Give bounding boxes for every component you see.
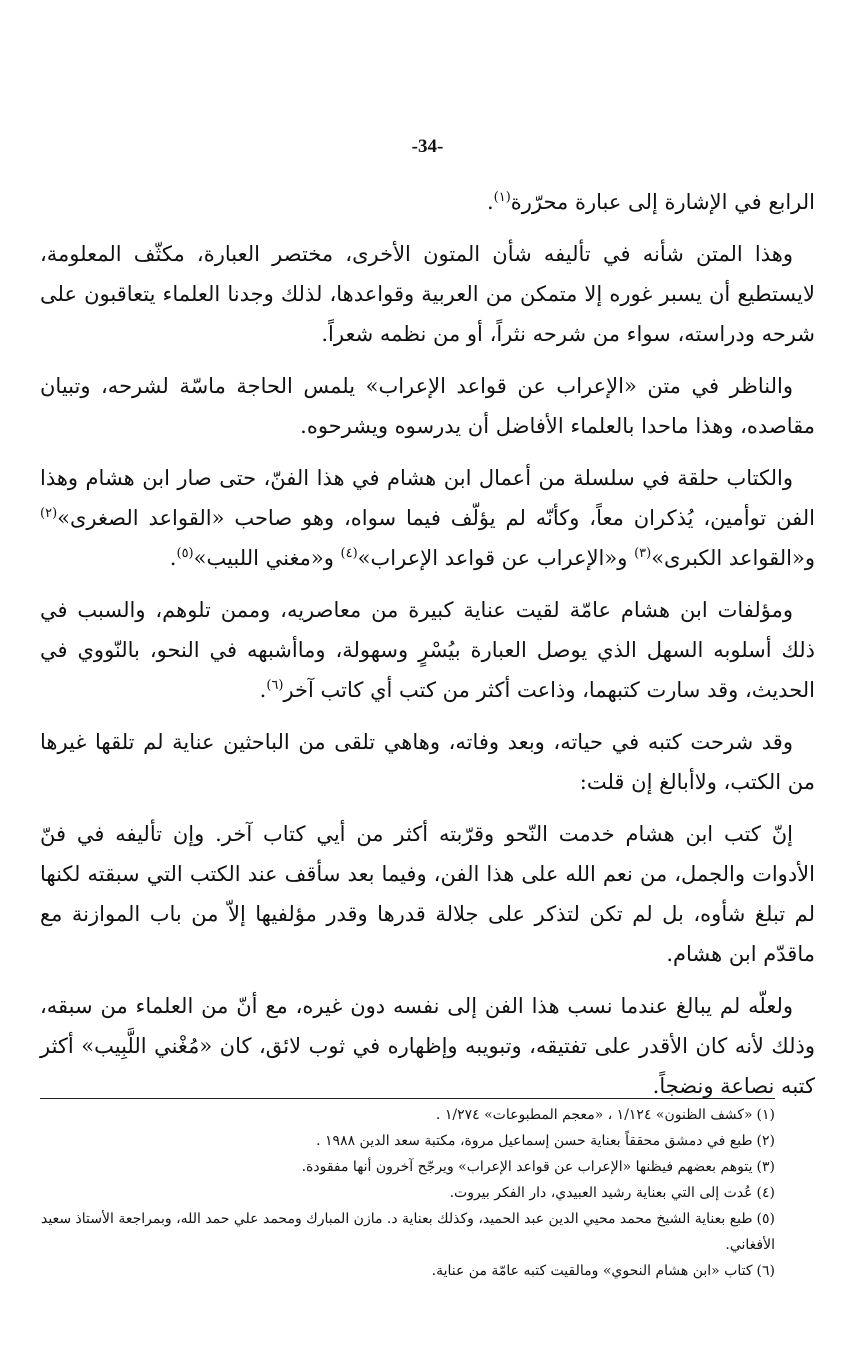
paragraph-5-part-a: ومؤلفات ابن هشام عامّة لقيت عناية كبيرة من معاصريه، وممن تلوهم، والسبب في ذلك أسلوبه السهل الذي يوصل العبارة بيُسْرٍ وسهولة، وماأشبهه في النحو، بالنّووي في الحديث، وقد سارت كتبهما، وذاعت أكثر من كتب أي كاتب آخر — [40, 598, 815, 702]
paragraph-1 — [40, 182, 815, 222]
footnotes — [40, 1102, 775, 1284]
paragraph-5-part-b: . — [259, 678, 267, 702]
footnote-2 — [40, 1128, 775, 1154]
footnote-text: «كشف الظنون» ١/١٢٤ ، «معجم المطبوعات» ١/٢٧٤ . — [435, 1107, 753, 1123]
paragraph-4-part-c: و«الإعراب عن قواعد الإعراب» — [357, 546, 635, 570]
footnote-1 — [40, 1102, 775, 1128]
paragraph-1-tail: . — [486, 190, 494, 214]
footnote-number: (٣) — [756, 1159, 775, 1175]
footnote-number: (٢) — [756, 1133, 775, 1149]
footnote-divider — [40, 1098, 775, 1099]
footnote-ref-2[interactable]: (٢) — [40, 506, 58, 521]
paragraph-3: والناظر في متن «الإعراب عن قواعد الإعراب» يلمس الحاجة ماسّة لشرحه، وتبيان مقاصده، وهذا ماحدا بالعلماء الأفاضل أن يدرسوه ويشرحوه. — [40, 374, 815, 438]
footnote-number: (٤) — [756, 1185, 775, 1201]
footnote-ref-3[interactable]: (٣) — [634, 546, 652, 561]
footnote-3 — [40, 1154, 775, 1180]
footnote-6 — [40, 1258, 775, 1284]
page-number: -34- — [411, 136, 444, 157]
footnote-text: طبع في دمشق محققاً بعناية حسن إسماعيل مروة، مكتبة سعد الدين ١٩٨٨ . — [316, 1133, 753, 1149]
paragraph-4-part-a: والكتاب حلقة في سلسلة من أعمال ابن هشام في هذا الفنّ، حتى صار ابن هشام وهذا الفن توأمين، يُذكران معاً، وكأنّه لم يؤلّف فيما سواه، وهو صاحب «القواعد الصغرى» — [40, 466, 815, 530]
paragraph-4 — [40, 458, 815, 578]
paragraph-6: وقد شرحت كتبه في حياته، وبعد وفاته، وهاهي تلقى من الباحثين عناية لم تلقها غيرها من الكتب، ولاأبالغ إن قلت: — [40, 730, 815, 794]
paragraph-7: إنّ كتب ابن هشام خدمت النّحو وقرّبته أكثر من أيي كتاب آخر. وإن تأليفه في فنّ الأدوات والجمل، من نعم الله على هذا الفن، وفيما بعد سأقف عند الكتب التي سبقته لكنها لم تبلغ شأوه، بل لم تكن لتذكر على جلالة قدرها وقدر مؤلفيها إلاّ من باب الموازنة مع ماقدّم ابن هشام. — [40, 822, 815, 966]
footnote-ref-5[interactable]: (٥) — [176, 546, 194, 561]
paragraph-2: وهذا المتن شأنه في تأليفه شأن المتون الأخرى، مختصر العبارة، مكثّف المعلومة، لايستطيع أن يسبر غوره إلا متمكن من العربية وقواعدها، لذلك وجدنا العلماء يتعاقبون على شرحه ودراسته، سواء من شرحه نثراً، أو من نظمه شعراً. — [40, 242, 815, 346]
footnote-4 — [40, 1180, 775, 1206]
paragraph-4-part-d: و«مغني اللبيب» — [193, 546, 341, 570]
footnote-ref-1[interactable]: (١) — [493, 190, 511, 205]
footnote-number: (٥) — [756, 1211, 775, 1227]
paragraph-4-part-e: . — [169, 546, 177, 570]
body-text — [40, 182, 815, 1118]
paragraph-8: ولعلّه لم يبالغ عندما نسب هذا الفن إلى نفسه دون غيره، مع أنّ من العلماء من سبقه، وذلك لأنه كان الأقدر على تفتيقه، وتبويبه وإظهاره في ثوب لائق، كان «مُغْني اللَّبِيب» أكثر كتبه نصاعة ونضجاً. — [40, 994, 815, 1098]
footnote-number: (٦) — [756, 1263, 775, 1279]
footnote-text: كتاب «ابن هشام النحوي» ومالقيت كتبه عامّة من عناية. — [431, 1263, 753, 1279]
footnote-ref-6[interactable]: (٦) — [266, 678, 284, 693]
footnote-ref-4[interactable]: (٤) — [340, 546, 358, 561]
footnote-5 — [40, 1206, 775, 1258]
paragraph-4-part-b: و«القواعد الكبرى» — [651, 546, 815, 570]
paragraph-1-text: الرابع في الإشارة إلى عبارة محرّرة — [510, 190, 815, 214]
footnote-number: (١) — [756, 1107, 775, 1123]
footnote-text: عُدت إلى التي بعناية رشيد العبيدي، دار الفكر بيروت. — [449, 1185, 753, 1201]
footnote-text: يتوهم بعضهم فيظنها «الإعراب عن قواعد الإعراب» ويرجّح آخرون أنها مفقودة. — [301, 1159, 753, 1175]
paragraph-5 — [40, 590, 815, 710]
footnote-text: طبع بعناية الشيخ محمد محيي الدين عبد الحميد، وكذلك بعناية د. مازن المبارك ومحمد علي حمد الله، وبمراجعة الأستاذ سعيد الأفغاني. — [41, 1211, 775, 1253]
